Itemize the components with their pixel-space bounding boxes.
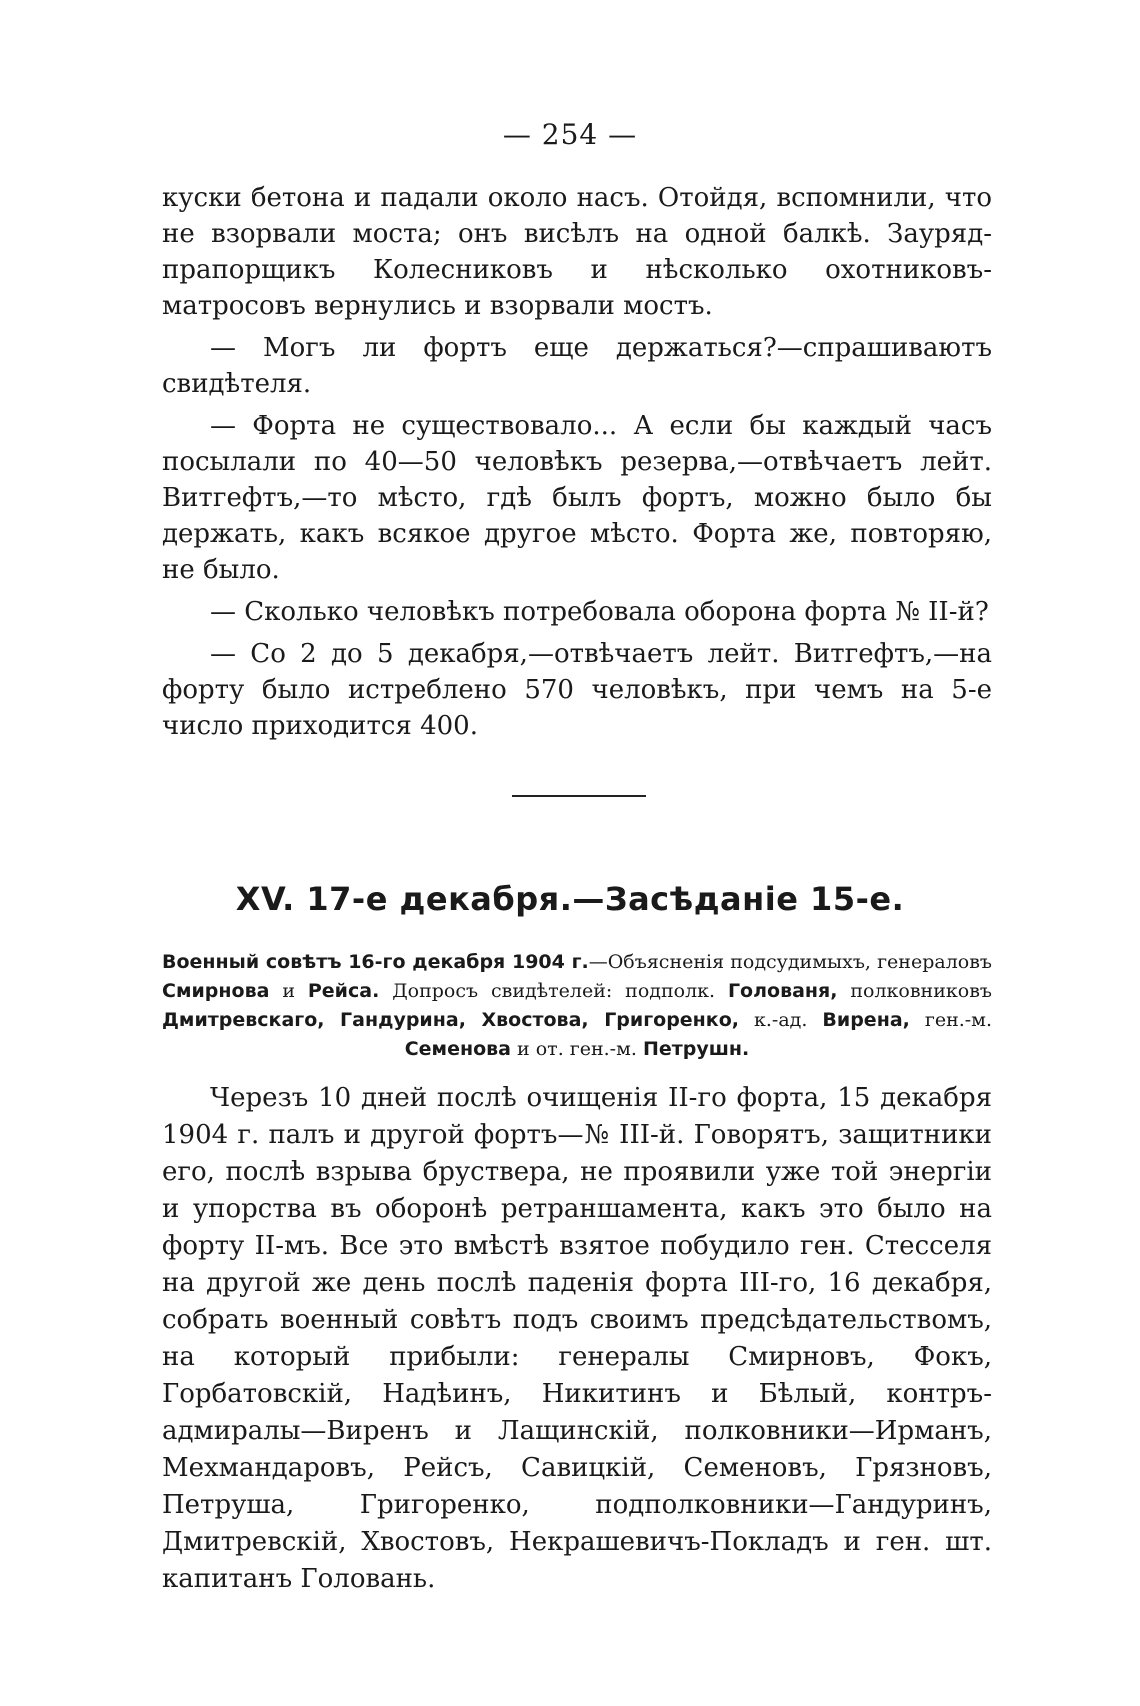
summary-bold: Дмитревскаго, Гандурина, Хвостова, Григоренко,	[162, 1009, 739, 1031]
chapter-summary	[162, 948, 992, 1064]
summary-text: и	[269, 980, 308, 1002]
summary-text: Допросъ свидѣтелей: подполк.	[379, 980, 728, 1002]
summary-bold: Семенова	[404, 1038, 511, 1060]
summary-bold: Смирнова	[162, 980, 270, 1002]
chapter-heading: XV. 17-е декабря.—Засѣданіе 15-е.	[235, 880, 905, 918]
paragraph: — Сколько человѣкъ потребовала оборона форта № II-й?	[210, 597, 989, 627]
summary-bold: Военный совѣтъ 16-го декабря 1904 г.	[162, 951, 589, 973]
summary-bold: Вирена,	[822, 1009, 910, 1031]
paragraph: куски бетона и падали около насъ. Отойдя, вспомнили, что не взорвали моста; онъ висѣлъ на одной балкѣ. Зауряд-прапорщикъ Колесниковъ и нѣсколько охотниковъ-матросовъ вернулись и взорвали мостъ.	[162, 183, 992, 321]
chapter-body	[162, 1080, 992, 1598]
summary-text: ген.-м.	[909, 1009, 993, 1031]
summary-text: к.-ад.	[738, 1009, 823, 1031]
section-divider	[512, 795, 646, 797]
page-number: — 254 —	[502, 118, 638, 151]
continued-text-section	[162, 180, 992, 744]
paragraph: — Форта не существовало... А если бы каждый часъ посылали по 40—50 человѣкъ резерва,—отвѣчаетъ лейт. Витгефтъ,—то мѣсто, гдѣ былъ фортъ, можно было бы держать, какъ всякое другое мѣсто. Форта же, повторяю, не было.	[162, 411, 992, 585]
summary-text: и от. ген.-м.	[511, 1038, 643, 1060]
summary-text: —Объясненія подсудимыхъ, генераловъ	[588, 951, 992, 973]
paragraph: — Со 2 до 5 декабря,—отвѣчаетъ лейт. Витгефтъ,—на форту было истреблено 570 человѣкъ, при чемъ на 5-е число приходится 400.	[162, 639, 992, 741]
summary-text: полковниковъ	[837, 980, 992, 1002]
paragraph: — Могъ ли фортъ еще держаться?—спрашиваютъ свидѣтеля.	[162, 333, 992, 399]
paragraph: Черезъ 10 дней послѣ очищенія II-го форта, 15 декабря 1904 г. палъ и другой фортъ—№ III-й. Говорятъ, защитники его, послѣ взрыва бруствера, не проявили уже той энергіи и упорства въ оборонѣ ретраншамента, какъ это было на форту II-мъ. Все это вмѣстѣ взятое побудило ген. Стесселя на другой же день послѣ паденія форта III-го, 16 декабря, собрать военный совѣтъ подъ своимъ предсѣдательствомъ, на который прибыли: генералы Смирновъ, Фокъ, Горбатовскій, Надѣинъ, Никитинъ и Бѣлый, контръ-адмиралы—Виренъ и Лащинскій, полковники—Ирманъ, Мехмандаровъ, Рейсъ, Савицкій, Семеновъ, Грязновъ, Петруша, Григоренко, подполковники—Гандуринъ, Дмитревскій, Хвостовъ, Некрашевичъ-Покладъ и ген. шт. капитанъ Головань.	[162, 1083, 992, 1594]
summary-bold: Петрушн.	[642, 1038, 750, 1060]
summary-bold: Голованя,	[727, 980, 838, 1002]
summary-bold: Рейса.	[307, 980, 380, 1002]
